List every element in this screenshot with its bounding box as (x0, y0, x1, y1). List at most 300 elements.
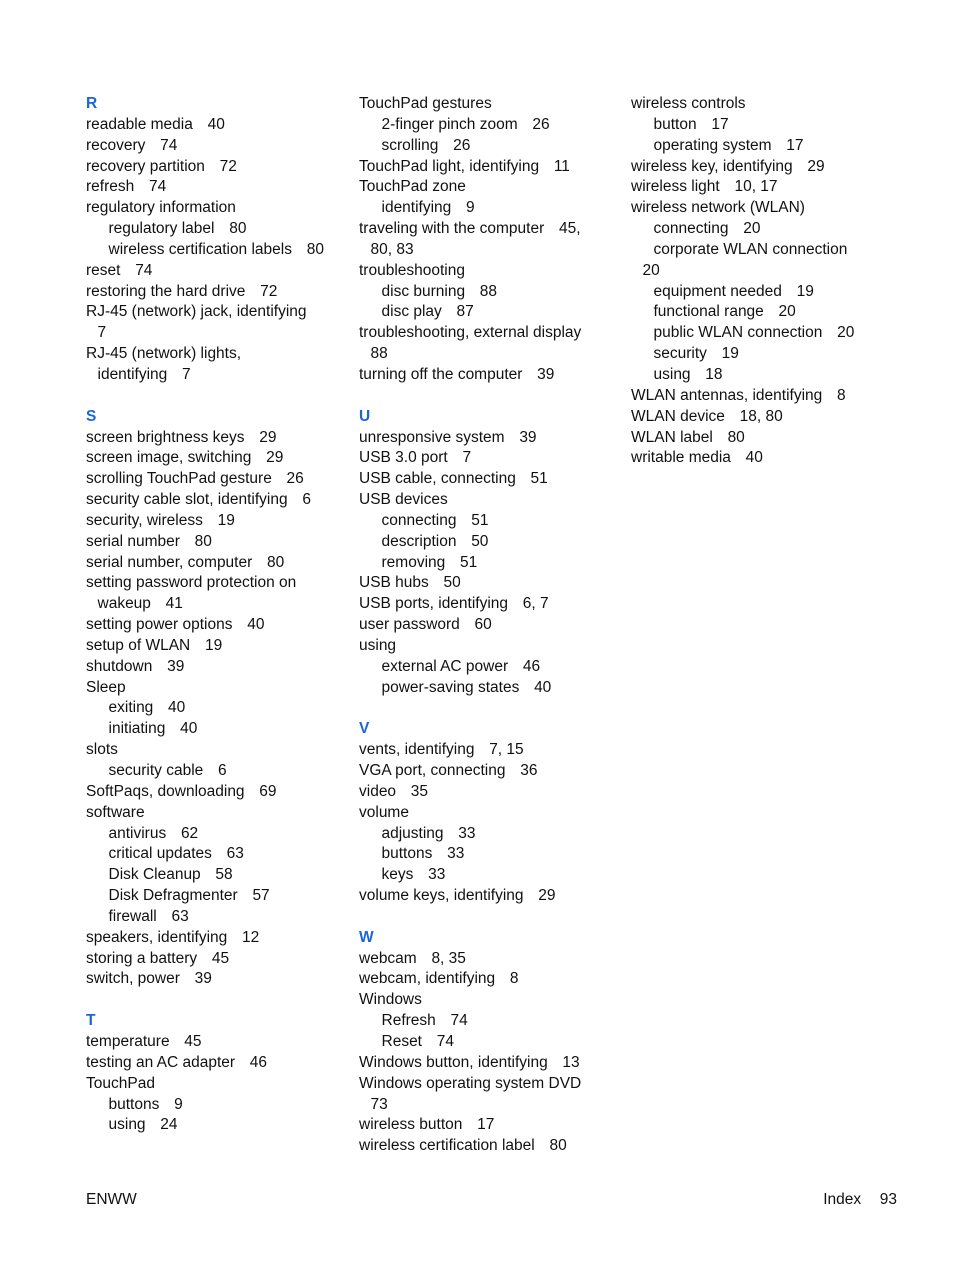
entry-term: public WLAN connection (653, 324, 823, 342)
entry-page-reference: 20 (778, 303, 796, 321)
index-entry (86, 344, 336, 365)
entry-term: buttons (108, 1095, 160, 1113)
entry-content (631, 178, 778, 195)
index-entry (86, 490, 336, 511)
entry-content (654, 241, 848, 258)
entry-content (382, 303, 474, 320)
entry-term: security, wireless (86, 511, 203, 529)
index-entry (86, 261, 336, 282)
index-subentry (359, 532, 609, 553)
entry-term: WLAN antennas, identifying (631, 386, 823, 404)
entry-term: vents, identifying (359, 741, 475, 759)
entry-term: initiating (108, 720, 166, 738)
entry-term: critical updates (108, 845, 212, 863)
entry-content (109, 220, 247, 237)
entry-term: external AC power (381, 657, 509, 675)
entry-page-reference: 19 (796, 282, 814, 300)
index-subentry (631, 323, 881, 344)
entry-page-reference: 7 (462, 449, 472, 467)
entry-content (86, 929, 259, 946)
entry-page-reference: 39 (194, 970, 212, 988)
entry-term: video (359, 782, 397, 800)
index-entry (86, 115, 336, 136)
entry-content (109, 866, 233, 883)
entry-content (86, 1075, 155, 1092)
index-entry (359, 261, 609, 282)
entry-content (359, 595, 549, 612)
entry-content (631, 199, 805, 216)
index-entry (86, 928, 336, 949)
entry-term: Windows operating system DVD (359, 1074, 582, 1092)
index-column-2 (359, 94, 609, 1157)
entry-content (631, 449, 763, 466)
index-entry (359, 323, 609, 344)
entry-term: troubleshooting, external display (359, 324, 582, 342)
entry-term: readable media (86, 115, 193, 133)
index-entry (359, 490, 609, 511)
entry-term: adjusting (381, 824, 444, 842)
entry-content (359, 741, 524, 758)
index-entry (86, 969, 336, 990)
entry-page-reference: 9 (174, 1095, 183, 1113)
entry-content (382, 845, 465, 862)
entry-page-reference: 6 (217, 762, 227, 779)
entry-content (382, 658, 541, 675)
entry-page-reference: 24 (160, 1116, 178, 1134)
entry-term: scrolling (381, 136, 439, 154)
entry-page-reference: 10, 17 (734, 178, 778, 196)
entry-term: TouchPad gestures (359, 95, 492, 112)
index-entry-continuation (359, 344, 609, 365)
index-entry (86, 553, 336, 574)
index-subentry (631, 136, 881, 157)
entry-page-reference: 72 (219, 157, 237, 175)
entry-page-reference: 80 (727, 428, 745, 446)
entry-page-reference: 39 (167, 657, 185, 675)
entry-page-reference: 60 (474, 616, 492, 634)
entry-content (359, 449, 471, 466)
index-entry (631, 157, 881, 178)
index-entry (86, 511, 336, 532)
entry-term: TouchPad zone (359, 178, 466, 196)
entry-term: Sleep (86, 678, 126, 696)
entry-content (371, 345, 388, 362)
index-entry (359, 573, 609, 594)
index-entry (86, 636, 336, 657)
entry-content (86, 199, 236, 216)
index-subentry (359, 1032, 609, 1053)
entry-term: keys (381, 866, 414, 884)
index-entry (359, 1136, 609, 1157)
entry-content (359, 804, 409, 821)
index-entry (359, 177, 609, 198)
entry-page-reference: 45, (558, 220, 581, 238)
entry-content (382, 1033, 454, 1050)
entry-page-reference: 19 (217, 511, 235, 529)
entry-content (631, 95, 746, 112)
entry-page-reference: 7 (97, 324, 107, 342)
entry-page-reference: 26 (453, 136, 471, 154)
entry-term: speakers, identifying (86, 928, 228, 946)
entry-term: setting password protection on (86, 574, 297, 592)
entry-term: disc play (381, 303, 442, 321)
entry-term: regulatory information (86, 199, 236, 217)
index-subentry (359, 511, 609, 532)
index-entry (359, 636, 609, 657)
index-entry (359, 94, 609, 115)
index-entry (86, 157, 336, 178)
index-entry (86, 573, 336, 594)
entry-term: recovery (86, 136, 146, 154)
entry-term: Refresh (381, 1012, 436, 1030)
entry-page-reference: 11 (553, 157, 570, 175)
entry-content (86, 512, 235, 529)
index-subentry-continuation (631, 261, 881, 282)
entry-page-reference: 87 (456, 303, 474, 321)
index-entry (631, 198, 881, 219)
entry-term: USB devices (359, 491, 448, 509)
entry-term: antivirus (108, 824, 167, 842)
index-subentry (359, 678, 609, 699)
index-subentry (86, 719, 336, 740)
entry-content (109, 1096, 183, 1113)
entry-content (382, 554, 478, 571)
entry-term: temperature (86, 1032, 170, 1050)
entry-page-reference: 74 (148, 178, 167, 196)
entry-term: RJ-45 (network) jack, identifying (86, 303, 307, 321)
index-entry (86, 198, 336, 219)
entry-content (98, 595, 183, 612)
entry-page-reference: 18 (705, 365, 723, 383)
index-entry (359, 615, 609, 636)
entry-term: slots (86, 741, 118, 759)
index-subentry (359, 198, 609, 219)
entry-term: exiting (108, 699, 154, 717)
entry-term: switch, power (86, 970, 180, 988)
entry-term: removing (381, 553, 446, 571)
entry-page-reference: 74 (160, 136, 178, 154)
entry-content (86, 616, 264, 633)
entry-term: screen image, switching (86, 449, 252, 467)
entry-content (86, 554, 284, 571)
entry-term: using (108, 1116, 146, 1134)
entry-term: wireless network (WLAN) (631, 199, 805, 217)
index-column-1 (86, 94, 336, 1136)
index-letter-heading: W (359, 928, 374, 946)
entry-term: setup of WLAN (86, 636, 191, 654)
entry-page-reference: 57 (252, 887, 270, 905)
entry-content (86, 262, 152, 279)
index-entry (86, 615, 336, 636)
entry-content (109, 762, 227, 779)
index-subentry (86, 886, 336, 907)
index-entry (359, 157, 609, 178)
entry-content (382, 679, 552, 696)
entry-term: USB hubs (359, 574, 429, 592)
entry-content (654, 345, 739, 362)
entry-page-reference: 17 (477, 1116, 495, 1134)
index-subentry (631, 302, 881, 323)
entry-page-reference: 62 (180, 824, 199, 842)
section-spacer (86, 386, 336, 407)
index-subentry (86, 907, 336, 928)
entry-content (654, 137, 804, 154)
entry-term: screen brightness keys (86, 428, 245, 446)
entry-content (109, 241, 324, 258)
entry-term: USB ports, identifying (359, 595, 509, 613)
index-entry (631, 448, 881, 469)
entry-content (359, 783, 428, 800)
entry-term: USB cable, connecting (359, 470, 516, 488)
entry-term: WLAN device (631, 407, 725, 425)
entry-page-reference: 88 (479, 282, 498, 300)
entry-content (98, 366, 191, 383)
entry-content (359, 158, 570, 175)
index-entry (86, 782, 336, 803)
index-entry (86, 469, 336, 490)
index-subentry (359, 657, 609, 678)
index-entry (631, 94, 881, 115)
entry-term: wireless controls (631, 95, 746, 112)
entry-page-reference: 33 (428, 866, 446, 884)
index-subentry (86, 698, 336, 719)
entry-content (359, 991, 422, 1008)
entry-term: identifying (97, 365, 168, 383)
entry-page-reference: 80 (229, 220, 247, 238)
entry-page-reference: 45 (184, 1032, 202, 1050)
index-entry (86, 448, 336, 469)
index-subentry (86, 824, 336, 845)
entry-content (359, 887, 556, 904)
entry-content (359, 324, 581, 341)
entry-term: setting power options (86, 616, 233, 634)
entry-content (86, 1033, 202, 1050)
index-letter-heading: S (86, 407, 97, 425)
entry-content (359, 95, 492, 112)
index-entry (86, 1032, 336, 1053)
entry-content (86, 303, 307, 320)
index-entry (86, 803, 336, 824)
entry-content (382, 825, 476, 842)
entry-content (86, 533, 212, 550)
entry-content (382, 866, 446, 883)
entry-term: operating system (653, 136, 772, 154)
entry-content (382, 116, 550, 133)
index-subentry (359, 865, 609, 886)
entry-page-reference: 40 (247, 616, 265, 634)
entry-page-reference: 17 (786, 136, 804, 154)
entry-term: restoring the hard drive (86, 282, 246, 300)
footer-section-label: Index (823, 1191, 862, 1208)
index-subentry (86, 865, 336, 886)
entry-page-reference: 73 (370, 1095, 388, 1113)
entry-term: identifying (381, 199, 452, 217)
index-entry (86, 1074, 336, 1095)
index-subentry (359, 302, 609, 323)
index-entry (631, 407, 881, 428)
index-letter-heading: U (359, 407, 371, 425)
entry-content (109, 908, 189, 925)
index-entry (359, 448, 609, 469)
entry-content (654, 116, 729, 133)
entry-page-reference: 35 (410, 782, 429, 800)
section-spacer (86, 990, 336, 1011)
entry-page-reference: 74 (436, 1032, 454, 1050)
entry-page-reference: 17 (711, 115, 729, 133)
entry-term: wireless light (631, 178, 720, 196)
entry-content (86, 137, 177, 154)
index-subentry (359, 136, 609, 157)
entry-page-reference: 46 (249, 1053, 268, 1071)
index-subentry (631, 219, 881, 240)
index-subentry (631, 344, 881, 365)
entry-page-reference: 74 (450, 1012, 468, 1030)
entry-page-reference: 58 (215, 866, 233, 884)
index-entry (359, 782, 609, 803)
entry-content (631, 408, 783, 425)
entry-content (359, 470, 548, 487)
entry-page-reference: 46 (522, 657, 541, 675)
entry-term: wireless button (359, 1116, 463, 1134)
entry-page-reference: 40 (207, 115, 225, 133)
entry-content (631, 158, 825, 175)
entry-term: Reset (381, 1032, 422, 1050)
index-subentry (86, 240, 336, 261)
entry-page-reference: 12 (242, 928, 260, 946)
index-letter-heading: R (86, 95, 98, 112)
entry-content (643, 262, 660, 279)
entry-term: wakeup (97, 595, 151, 613)
entry-term: regulatory label (108, 220, 215, 238)
index-subentry (86, 761, 336, 782)
entry-content (86, 679, 126, 696)
entry-page-reference: 33 (447, 845, 465, 863)
entry-content (654, 366, 723, 383)
entry-content (382, 533, 489, 550)
entry-page-reference: 40 (180, 720, 198, 738)
entry-page-reference: 20 (743, 220, 761, 238)
index-subentry (631, 365, 881, 386)
index-entry (359, 594, 609, 615)
index-entry (359, 949, 609, 970)
entry-content (359, 970, 518, 987)
entry-term: volume (359, 803, 409, 821)
index-entry-continuation (86, 323, 336, 344)
entry-page-reference: 6, 7 (522, 595, 549, 613)
entry-content (86, 158, 237, 175)
entry-term: WLAN label (631, 428, 713, 446)
entry-term: traveling with the computer (359, 220, 545, 238)
entry-term: using (653, 365, 691, 383)
index-entry (359, 1053, 609, 1074)
entry-content (382, 199, 475, 216)
entry-page-reference: 13 (562, 1053, 580, 1071)
entry-term: shutdown (86, 657, 153, 675)
entry-content (371, 1096, 388, 1113)
index-entry (86, 657, 336, 678)
index-entry (86, 302, 336, 323)
entry-page-reference: 80 (194, 532, 212, 550)
index-entry (359, 990, 609, 1011)
entry-term: webcam, identifying (359, 970, 496, 988)
entry-content (86, 783, 277, 800)
entry-page-reference: 51 (530, 470, 548, 488)
entry-page-reference: 7, 15 (489, 741, 524, 759)
index-entry (86, 740, 336, 761)
index-entry-continuation (359, 240, 609, 261)
entry-content (86, 970, 212, 987)
footer-page-number: 93 (879, 1191, 897, 1208)
index-entry (359, 886, 609, 907)
entry-content (359, 429, 537, 446)
entry-content (359, 491, 448, 508)
entry-content (359, 616, 492, 633)
index-entry (359, 740, 609, 761)
entry-content (109, 887, 270, 904)
entry-term: user password (359, 616, 460, 634)
entry-content (359, 762, 537, 779)
entry-content (654, 220, 761, 237)
entry-term: 2-finger pinch zoom (381, 115, 518, 133)
index-entry (359, 761, 609, 782)
entry-content (86, 741, 118, 758)
entry-page-reference: 19 (721, 345, 739, 363)
entry-content (382, 283, 498, 300)
entry-content (86, 449, 283, 466)
entry-term: wireless certification labels (108, 240, 292, 258)
index-entry (86, 1053, 336, 1074)
index-entry-continuation (86, 594, 336, 615)
entry-content (654, 283, 814, 300)
entry-term: connecting (653, 220, 729, 238)
entry-page-reference: 80 (267, 553, 285, 571)
entry-content (359, 1137, 567, 1154)
entry-term: troubleshooting (359, 261, 465, 279)
entry-page-reference: 9 (466, 199, 475, 217)
index-entry (359, 469, 609, 490)
index-subentry (86, 219, 336, 240)
entry-term: testing an AC adapter (86, 1053, 236, 1071)
entry-page-reference: 45 (211, 949, 230, 967)
entry-term: USB 3.0 port (359, 449, 448, 467)
entry-page-reference: 29 (266, 449, 284, 467)
index-subentry (359, 824, 609, 845)
index-entry (359, 969, 609, 990)
entry-content (654, 303, 796, 320)
entry-content (86, 658, 184, 675)
entry-term: security cable slot, identifying (86, 491, 288, 509)
entry-term: equipment needed (653, 282, 782, 300)
section-spacer (359, 386, 609, 407)
entry-content (86, 637, 222, 654)
entry-page-reference: 69 (259, 782, 277, 800)
index-entry-continuation (86, 365, 336, 386)
entry-term: refresh (86, 178, 135, 196)
entry-term: scrolling TouchPad gesture (86, 470, 272, 488)
index-entry (631, 428, 881, 449)
index-entry (86, 136, 336, 157)
entry-page-reference: 74 (135, 261, 153, 279)
entry-page-reference: 8 (509, 970, 519, 988)
entry-term: button (653, 115, 697, 133)
index-subentry (359, 844, 609, 865)
entry-page-reference: 36 (520, 762, 538, 779)
entry-term: wireless certification label (359, 1137, 535, 1155)
index-subentry (631, 240, 881, 261)
entry-content (359, 1075, 581, 1092)
entry-content (86, 804, 145, 821)
entry-content (109, 699, 186, 716)
